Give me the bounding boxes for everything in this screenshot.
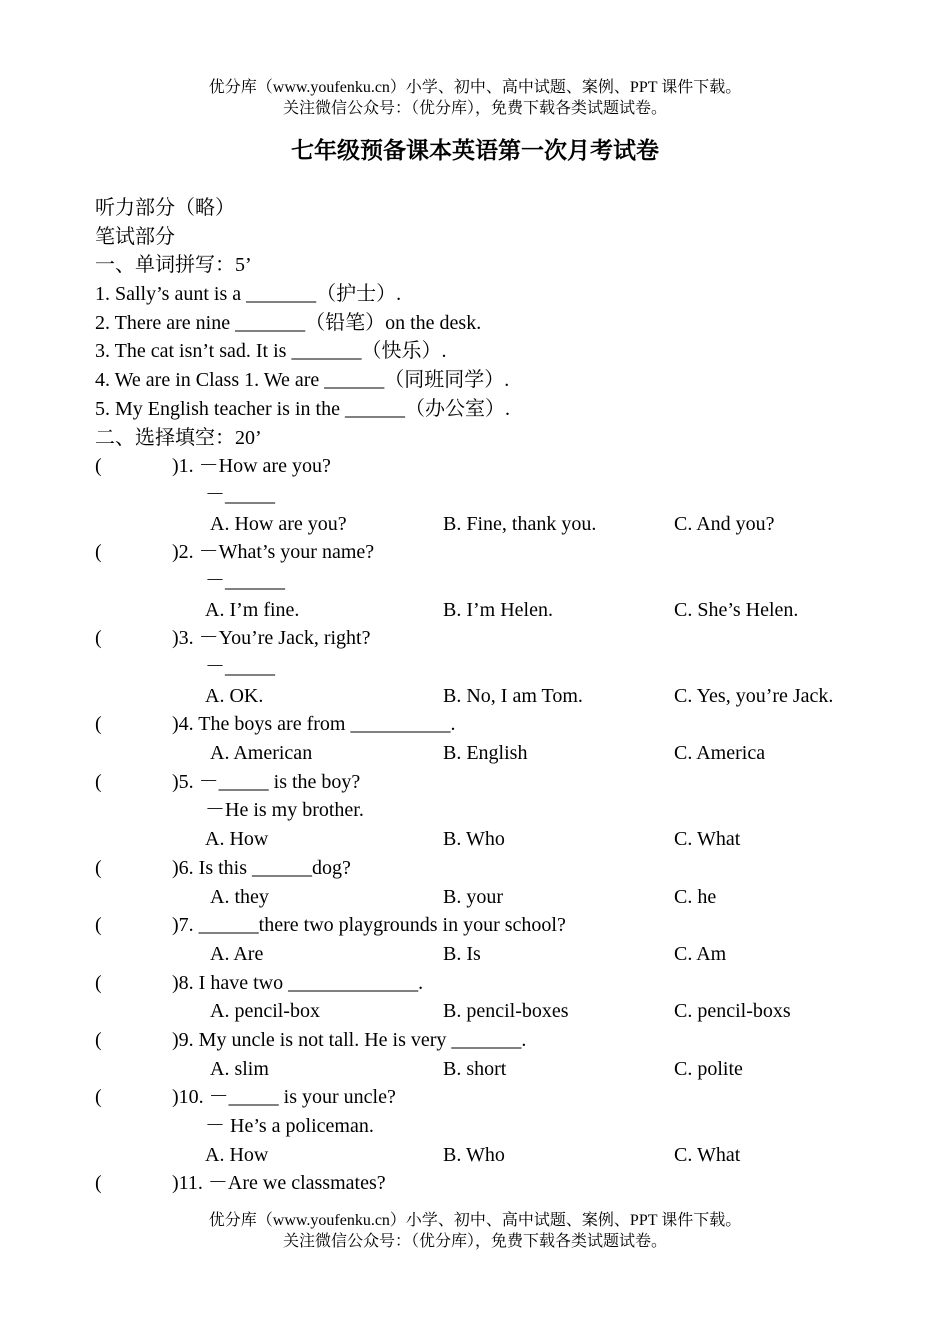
option-c: C. America [674, 742, 766, 765]
answer-prompt: －He is my brother. [205, 799, 364, 822]
question-stem [95, 1026, 915, 1055]
question-text: )4. The boys are from __________. [172, 713, 456, 736]
option-c: C. And you? [674, 512, 775, 535]
option-b: B. I’m Helen. [443, 598, 553, 621]
option-b: B. pencil-boxes [443, 1000, 569, 1023]
question-text: )5. －_____ is the boy? [172, 770, 361, 793]
options-row [95, 997, 915, 1026]
answer-bracket: ( [95, 914, 102, 937]
question-stem [95, 911, 915, 940]
option-a: A. American [210, 742, 313, 765]
dialogue-line [95, 796, 915, 825]
question-text: )8. I have two _____________. [172, 971, 424, 994]
exam-title: 七年级预备课本英语第一次月考试卷 [291, 138, 659, 164]
question-stem [95, 1083, 915, 1112]
question-text: )2. －What’s your name? [172, 541, 375, 564]
answer-bracket: ( [95, 713, 102, 736]
option-b: B. short [443, 1057, 507, 1080]
answer-bracket: ( [95, 856, 102, 879]
question-text: )3. －You’re Jack, right? [172, 627, 371, 650]
option-b: B. your [443, 885, 503, 908]
question-stem [95, 969, 915, 998]
option-a: A. pencil-box [210, 1000, 320, 1023]
option-c: C. polite [674, 1057, 743, 1080]
spelling-item: 4. We are in Class 1. We are ______（同班同学）. [95, 369, 510, 392]
section-written: 笔试部分 [95, 225, 175, 248]
options-row [95, 825, 915, 854]
question-text: )1. －How are you? [172, 455, 331, 478]
option-b: B. Is [443, 942, 481, 965]
dialogue-line [95, 481, 915, 510]
option-a: A. slim [210, 1057, 269, 1080]
options-row [95, 1055, 915, 1084]
dialogue-line [95, 567, 915, 596]
answer-bracket: ( [95, 1028, 102, 1051]
answer-bracket: ( [95, 455, 102, 478]
option-a: A. they [210, 885, 269, 908]
part2-heading: 二、选择填空：20’ [95, 426, 262, 449]
question-stem [95, 452, 915, 481]
question-stem [95, 624, 915, 653]
option-c: C. What [674, 1143, 741, 1166]
answer-prompt: － He’s a policeman. [205, 1115, 374, 1137]
option-c: C. he [674, 885, 717, 908]
spelling-item: 2. There are nine _______（铅笔）on the desk. [95, 311, 482, 334]
spelling-item: 1. Sally’s aunt is a _______（护士）. [95, 283, 402, 306]
option-a: A. How [205, 828, 269, 851]
option-a: A. I’m fine. [205, 598, 300, 621]
question-text: )11. －Are we classmates? [172, 1172, 386, 1195]
option-b: B. English [443, 742, 528, 765]
answer-prompt: －_____ [205, 483, 275, 506]
options-row [95, 682, 915, 711]
option-b: B. Fine, thank you. [443, 512, 597, 535]
option-b: B. No, I am Tom. [443, 684, 583, 707]
answer-bracket: ( [95, 627, 102, 650]
header-line-1: 优分库（www.youfenku.cn）小学、初中、高中试题、案例、PPT 课件下载。 [208, 79, 742, 96]
part1-heading: 一、单词拼写：5’ [95, 254, 252, 277]
answer-prompt: －_____ [205, 656, 275, 678]
option-c: C. What [674, 828, 741, 851]
option-a: A. Are [210, 942, 264, 965]
question-stem [95, 1169, 915, 1198]
option-c: C. Am [674, 942, 727, 965]
spelling-item: 3. The cat isn’t sad. It is _______（快乐）. [95, 340, 447, 363]
question-text: )7. ______there two playgrounds in your school? [172, 914, 566, 937]
option-a: A. How [205, 1143, 269, 1166]
options-row [95, 596, 915, 625]
question-text: )6. Is this ______dog? [172, 856, 351, 879]
option-c: C. Yes, you’re Jack. [674, 684, 834, 707]
question-stem [95, 710, 915, 739]
answer-bracket: ( [95, 770, 102, 793]
question-stem [95, 854, 915, 883]
question-text: )10. －_____ is your uncle? [172, 1086, 396, 1109]
options-row [95, 510, 915, 539]
answer-bracket: ( [95, 1172, 102, 1195]
option-b: B. Who [443, 1143, 505, 1166]
footer-line-2: 关注微信公众号：（优分库），免费下载各类试题试卷。 [282, 1233, 667, 1250]
dialogue-line [95, 653, 915, 682]
answer-bracket: ( [95, 541, 102, 564]
exam-content [95, 194, 915, 1198]
answer-bracket: ( [95, 971, 102, 994]
option-c: C. She’s Helen. [674, 598, 799, 621]
footer-line-1: 优分库（www.youfenku.cn）小学、初中、高中试题、案例、PPT 课件下载。 [208, 1212, 742, 1229]
question-stem [95, 768, 915, 797]
question-text: )9. My uncle is not tall. He is very _______. [172, 1028, 527, 1051]
header-line-2: 关注微信公众号：（优分库），免费下载各类试题试卷。 [282, 100, 667, 117]
answer-prompt: －______ [205, 569, 285, 592]
option-b: B. Who [443, 828, 505, 851]
section-listening: 听力部分（略） [95, 197, 235, 219]
options-row [95, 940, 915, 969]
dialogue-line [95, 1112, 915, 1141]
spelling-item: 5. My English teacher is in the ______（办公室）. [95, 397, 510, 420]
option-c: C. pencil-boxs [674, 1000, 791, 1023]
options-row [95, 883, 915, 912]
options-row [95, 739, 915, 768]
option-a: A. How are you? [210, 512, 347, 535]
option-a: A. OK. [205, 684, 264, 707]
answer-bracket: ( [95, 1086, 102, 1109]
options-row [95, 1141, 915, 1170]
question-stem [95, 538, 915, 567]
